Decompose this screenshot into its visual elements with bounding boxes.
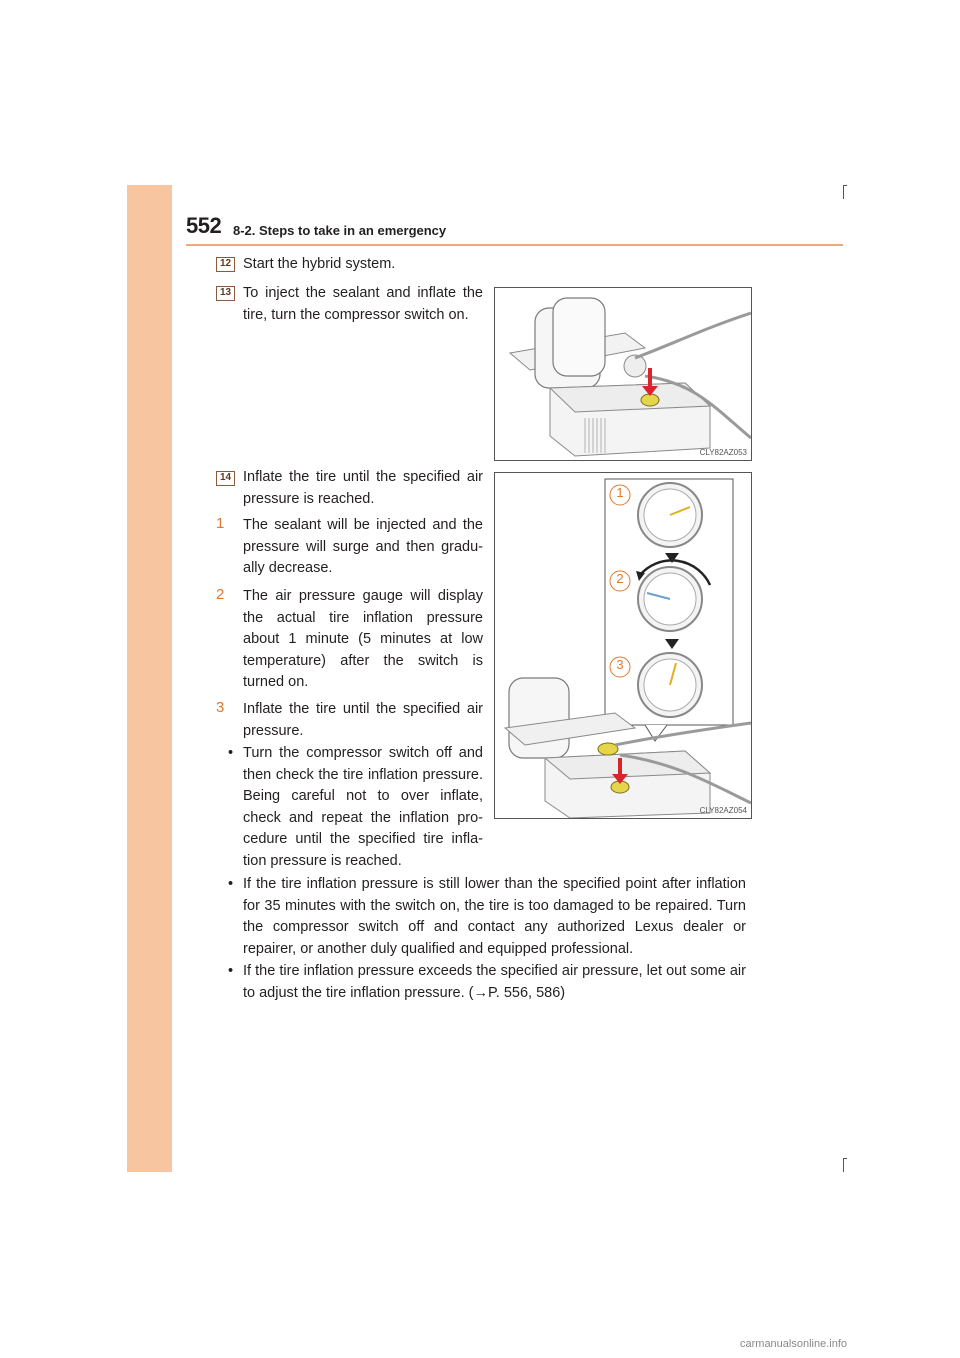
footer-watermark: carmanualsonline.info <box>740 1338 848 1350</box>
bullet-wide-1-text: If the tire inflation pressure is still lower than the specified point after inflation for 35 minutes with the switch on, the tire is too damaged to be repaired. Turn the compressor switch off and contact any authorized Lexus dealer or repairer, or another duly qualified and equipped professional. <box>243 876 746 957</box>
substep-number-2: 2 <box>216 586 225 603</box>
compressor-illustration <box>495 288 751 460</box>
substep-number-1: 1 <box>216 515 225 532</box>
step-badge-13: 13 <box>216 286 235 301</box>
substep-number-3: 3 <box>216 699 225 716</box>
header-rule <box>186 244 843 246</box>
figure-code: CLY82AZ054 <box>699 806 747 815</box>
callout-1: 1 <box>616 485 624 500</box>
step-badge-12: 12 <box>216 257 235 272</box>
substep-1-text: The sealant will be injected and the pressure will surge and then gradu- ally decrease. <box>243 517 483 576</box>
substep-3-text: Inflate the tire until the specified air pressure. <box>243 701 483 739</box>
gauge-illustration <box>495 473 751 818</box>
step-badge-14: 14 <box>216 471 235 486</box>
crop-mark-top <box>843 185 844 199</box>
bullet-narrow-text: Turn the compressor switch off and then check the tire inflation pressure. Being careful not to over inflate, check and repeat the inflation pro- cedure until the specified tire infla- tion pressure is reached. <box>243 745 483 869</box>
crop-mark-top-h <box>843 185 847 186</box>
crop-mark-bottom-h <box>843 1158 847 1159</box>
bullet-dot: • <box>228 963 234 979</box>
figure-code: CLY82AZ053 <box>699 448 747 457</box>
step-13-text: To inject the sealant and inflate the tire, turn the compressor switch on. <box>243 285 483 323</box>
figure-compressor-switch <box>494 287 752 461</box>
step-14-text: Inflate the tire until the specified air pressure is reached. <box>243 469 483 507</box>
callout-2: 2 <box>616 571 624 586</box>
bullet-dot: • <box>228 745 234 761</box>
side-tab <box>127 185 172 1172</box>
figure-pressure-gauges <box>494 472 752 819</box>
bullet-dot: • <box>228 876 234 892</box>
bullet-wide-2-text: If the tire inflation pressure exceeds the specified air pressure, let out some air to adjust the tire inflation pressure. (→P. 556, 586) <box>243 963 746 1001</box>
crop-mark-bottom <box>843 1158 844 1172</box>
substep-2-text: The air pressure gauge will display the actual tire inflation pressure about 1 minute (5 minutes at low temperature) after the switch is turned on. <box>243 588 483 690</box>
callout-3: 3 <box>616 657 624 672</box>
step-12-text: Start the hybrid system. <box>243 256 396 272</box>
section-title: 8-2. Steps to take in an emergency <box>233 223 447 238</box>
page-number: 552 <box>186 213 222 238</box>
